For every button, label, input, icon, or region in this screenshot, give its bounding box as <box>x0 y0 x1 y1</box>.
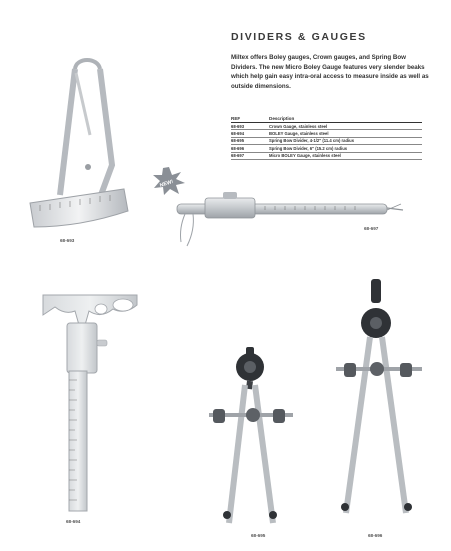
ref-cell: 68-696 <box>231 145 269 152</box>
table-row <box>231 130 422 137</box>
new-badge-label: NEW! <box>159 178 175 189</box>
spring-bow-divider-small-image <box>205 335 300 530</box>
description-cell: Crown Gauge, stainless steel <box>269 123 422 130</box>
boley-gauge-image <box>25 285 155 515</box>
table-row <box>231 137 422 144</box>
ref-cell: 68-695 <box>231 137 269 144</box>
spring-bow-divider-large-image <box>330 275 430 525</box>
column-header-description: Description <box>269 116 422 123</box>
description-cell: Spring Bow Divider, 4-1/2" (11.4 cm) radius <box>269 137 422 144</box>
ref-cell: 68-693 <box>231 123 269 130</box>
crown-gauge-image <box>20 55 150 235</box>
description-cell: Micro BOLEY Gauge, stainless steel <box>269 152 422 159</box>
intro-paragraph: Miltex offers Boley gauges, Crown gauges, and Spring Bow Dividers. The new Micro Boley Gauge features very slender beaks which help gain easy intra-oral access to measure inside as well as outside dimensions. <box>231 54 429 90</box>
caption-68-696: 68-696 <box>368 533 383 538</box>
table-row <box>231 123 422 130</box>
table-row <box>231 152 422 159</box>
column-header-ref: REF <box>231 116 269 123</box>
ref-cell: 68-697 <box>231 152 269 159</box>
product-table <box>231 116 422 160</box>
ref-cell: 68-694 <box>231 130 269 137</box>
table-row <box>231 145 422 152</box>
description-cell: Spring Bow Divider, 6" (15.2 cm) radius <box>269 145 422 152</box>
micro-boley-gauge-image <box>165 180 415 250</box>
caption-68-695: 68-695 <box>251 533 266 538</box>
caption-68-693: 68-693 <box>60 238 75 243</box>
caption-68-697: 68-697 <box>364 226 379 231</box>
caption-68-694: 68-694 <box>66 519 81 524</box>
description-cell: BOLEY Gauge, stainless steel <box>269 130 422 137</box>
page-title: DIVIDERS & GAUGES <box>231 31 367 43</box>
